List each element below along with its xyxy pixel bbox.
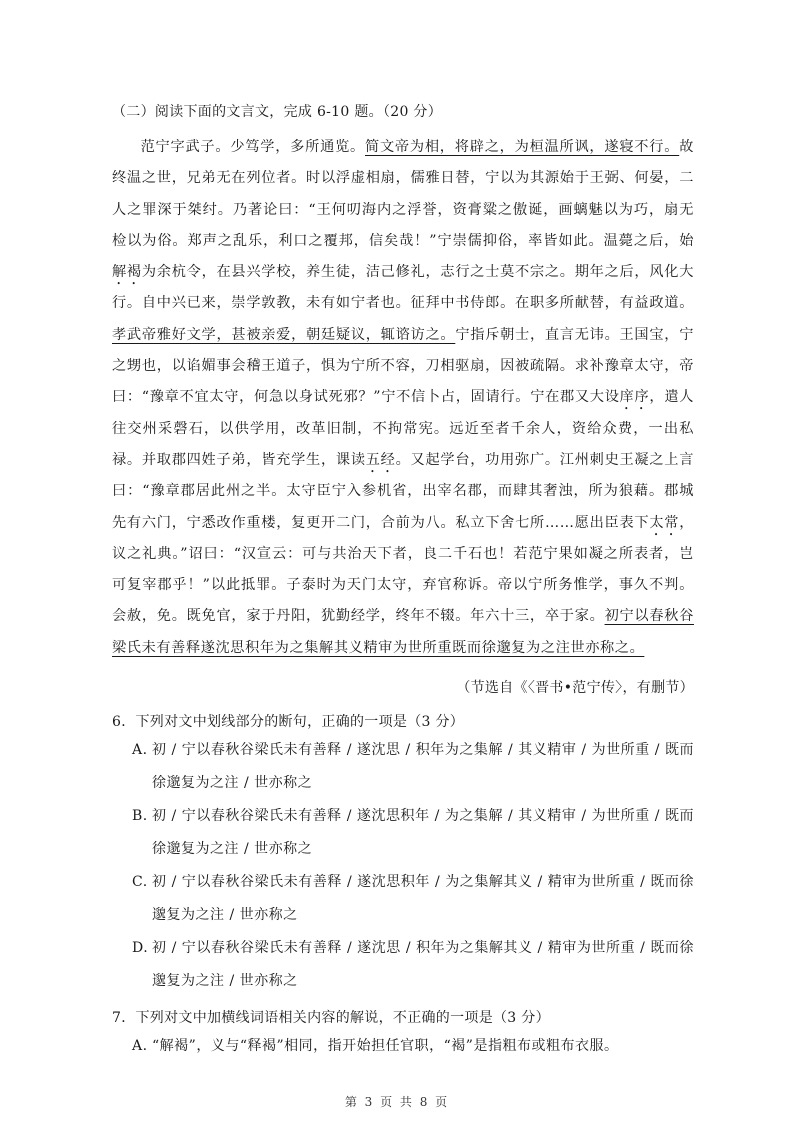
question-7	[112, 1006, 694, 1030]
option-letter: A.	[132, 1038, 148, 1055]
underlined-sentence-1: 简文帝为相，将辟之，为桓温所讽，遂寝不行。	[365, 139, 680, 155]
question-6-stem: 6．下列对文中划线部分的断句，正确的一项是（3 分）	[112, 714, 465, 731]
option-c	[132, 866, 694, 932]
passage-paragraph	[112, 132, 694, 664]
section-heading: （二）阅读下面的文言文，完成 6-10 题。（20 分）	[112, 104, 443, 120]
option-a	[132, 734, 694, 800]
underlined-sentence-2: 孝武帝雅好文学，甚被亲爱，朝廷疑议，辄谘访之。	[112, 326, 456, 343]
dotted-term-wujing: 五经	[365, 451, 396, 468]
option-b	[132, 800, 694, 866]
dotted-term-taichang: 太常	[649, 514, 680, 531]
classical-passage	[112, 132, 694, 664]
dotted-term-xiangxu: 庠序	[619, 389, 650, 406]
option-text: 初 / 宁以春秋谷梁氏未有善释 / 遂沈思 / 积年为之集解其义 / 精审为世所重 / 既而徐邈复为之注 / 世亦称之	[152, 940, 694, 990]
option-a	[132, 1030, 694, 1063]
page-number-footer: 第 3 页 共 8 页	[344, 1095, 450, 1109]
option-text: 初 / 宁以春秋谷梁氏未有善释 / 遂沈思积年 / 为之集解其义 / 精审为世所重 / 既而徐邈复为之注 / 世亦称之	[152, 874, 694, 924]
option-letter: A.	[132, 742, 148, 759]
dotted-term-jiehe: 解褐	[112, 264, 142, 281]
question-7-options	[132, 1030, 694, 1063]
underlined-sentence-3: 初宁以春秋谷梁氏未有善释遂沈思积年为之集解其义精审为世所重既而徐邈复为之注世亦称之。	[112, 608, 694, 656]
passage-text: 范宁字武子。少笃学，多所通览。	[140, 139, 365, 155]
question-6	[112, 710, 694, 734]
question-6-options	[132, 734, 694, 998]
option-letter: C.	[132, 874, 148, 891]
passage-source: （节选自《〈晋书•范宁传〉，有删节）	[456, 680, 694, 697]
passage-text: 故终温之世，兄弟无在列位者。时以浮虚相扇，儒雅日替，宁以为其源始于王弼、何晏，二人之罪深于桀纣。乃著论曰：“王何叨海内之浮誉，资膏粱之傲诞，画螭魅以为巧，扇无检以为俗。郑声之乱乐，利口之覆邦，信矣哉！”宁崇儒抑俗，率皆如此。温薨之后，始	[112, 139, 694, 249]
option-text: “解褐”，义与“释褐”相同，指开始担任官职，“褐”是指粗布或粗布衣服。	[152, 1038, 619, 1055]
option-letter: B.	[132, 808, 148, 825]
option-text: 初 / 宁以春秋谷梁氏未有善释 / 遂沈思 / 积年为之集解 / 其义精审 / 为世所重 / 既而徐邈复为之注 / 世亦称之	[152, 742, 694, 792]
question-7-stem: 7．下列对文中加横线词语相关内容的解说，不正确的一项是（3 分）	[112, 1010, 550, 1027]
option-text: 初 / 宁以春秋谷梁氏未有善释 / 遂沈思积年 / 为之集解 / 其义精审 / 为世所重 / 既而徐邈复为之注 / 世亦称之	[152, 808, 694, 858]
option-d	[132, 932, 694, 998]
page-content	[112, 100, 694, 1063]
passage-text: ，议之礼典。”诏曰：“汉宣云：可与共治天下者，良二千石也！若范宁果如凝之所表者，岂可复宰郡乎！”以此抵罪。子泰时为天门太守，弃官称诉。帝以宁所务惟学，事久不判。会赦，免。既免官，家于丹阳，犹勤经学，终年不辍。年六十三，卒于家。	[112, 514, 695, 625]
passage-text: ，遣人往交州采磬石，以供学用，改革旧制，不拘常宪。远近至者千余人，资给众费，一出私禄。并取郡四姓子弟，皆充学生，课读	[112, 389, 695, 468]
passage-text: 宁指斥朝士，直言无讳。王国宝，宁之甥也，以谄媚事会稽王道子，惧为宁所不容，刀相驱扇，因被疏隔。求补豫章太守，帝曰：“豫章不宜太守，何急以身试死邪？”宁不信卜占，固请行。宁在郡又大设	[112, 326, 694, 406]
option-letter: D.	[132, 940, 149, 957]
passage-text: 为余杭令，在县兴学校，养生徒，洁己修礼，志行之士莫不宗之。期年之后，风化大行。自中兴已来，崇学敦教，未有如宁者也。征拜中书侍郎。在职多所献替，有益政道。	[112, 264, 695, 312]
passage-text: 。又起学台，功用弥广。江州刺史王凝之上言曰：“豫章郡居此州之半。太守臣宁入参机省，出宰名郡，而肆其奢浊，所为狼藉。郡城先有六门，宁悉改作重楼，复更开二门，合前为八。私立下舍七所……愿出臣表下	[112, 451, 694, 531]
